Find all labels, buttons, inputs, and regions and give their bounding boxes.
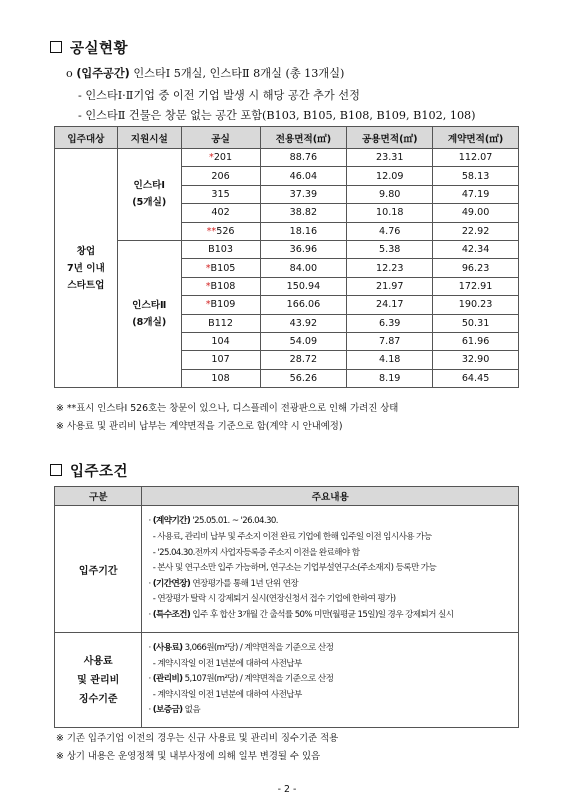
section-title-vacancy: 공실현황 bbox=[50, 37, 128, 58]
exclusive-area-cell: 38.82 bbox=[260, 204, 347, 222]
conditions-note-1: ※ 기존 입주기업 이전의 경우는 신규 사용료 및 관리비 징수기준 적용 bbox=[56, 733, 339, 744]
facility-cell-group2 bbox=[117, 240, 181, 387]
facility-cell-group1 bbox=[117, 149, 181, 241]
room-cell bbox=[181, 369, 260, 387]
common-area-cell: 8.19 bbox=[347, 369, 433, 387]
label-period: 입주기간 bbox=[55, 506, 142, 633]
exclusive-area-cell: 150.94 bbox=[260, 277, 347, 295]
common-area-cell: 4.18 bbox=[347, 351, 433, 369]
line-marker: - bbox=[148, 689, 158, 700]
fee-content bbox=[142, 633, 519, 728]
line-marker: · bbox=[148, 674, 153, 685]
line-marker: · bbox=[148, 643, 153, 654]
content-line bbox=[148, 592, 518, 608]
content-line bbox=[148, 561, 518, 577]
header-contract-area: 계약면적(㎡) bbox=[433, 127, 519, 149]
line-heading: (사용료) bbox=[152, 643, 183, 654]
target-line: 창업 bbox=[76, 245, 96, 257]
exclusive-area-cell: 43.92 bbox=[260, 314, 347, 332]
room-mark: * bbox=[205, 262, 211, 274]
room-number: 206 bbox=[211, 170, 230, 182]
line-heading: (관리비) bbox=[152, 674, 183, 685]
contract-area-cell: 32.90 bbox=[433, 351, 519, 369]
room-cell bbox=[181, 204, 260, 222]
exclusive-area-cell: 166.06 bbox=[260, 296, 347, 314]
line-text: 본사 및 연구소만 입주 가능하며, 연구소는 기업부설연구소(주소재지) 등록만 가능 bbox=[157, 563, 437, 574]
exclusive-area-cell: 28.72 bbox=[260, 351, 347, 369]
common-area-cell: 4.76 bbox=[347, 222, 433, 240]
content-line bbox=[148, 657, 518, 673]
room-number: B112 bbox=[208, 317, 234, 329]
common-area-cell: 9.80 bbox=[347, 185, 433, 203]
content-line bbox=[148, 608, 518, 624]
label-fee-line-3: 징수기준 bbox=[78, 693, 118, 705]
room-number: 107 bbox=[211, 354, 230, 366]
line-text: 사용료, 관리비 납부 및 주소지 이전 완료 기업에 한해 입주일 이전 임시사용 가능 bbox=[157, 532, 432, 543]
line-marker: · bbox=[148, 705, 153, 716]
line-heading: (보증금) bbox=[152, 705, 183, 716]
contract-area-cell: 50.31 bbox=[433, 314, 519, 332]
table-row bbox=[55, 240, 519, 258]
target-cell bbox=[55, 149, 118, 388]
row-period bbox=[55, 506, 519, 633]
exclusive-area-cell: 46.04 bbox=[260, 167, 347, 185]
common-area-cell: 5.38 bbox=[347, 240, 433, 258]
vacancy-table bbox=[54, 126, 519, 388]
header-room: 공실 bbox=[181, 127, 260, 149]
facility-name: 인스타Ⅱ bbox=[132, 300, 167, 312]
room-cell bbox=[181, 351, 260, 369]
room-number: B109 bbox=[210, 299, 236, 311]
line-text: 없음 bbox=[182, 705, 201, 716]
line-marker: - bbox=[148, 532, 158, 543]
section-title-conditions: 입주조건 bbox=[50, 460, 128, 481]
contract-area-cell: 42.34 bbox=[433, 240, 519, 258]
header-facility: 지원시설 bbox=[117, 127, 181, 149]
room-mark: * bbox=[209, 152, 214, 164]
room-number: B105 bbox=[210, 262, 236, 274]
period-content bbox=[142, 506, 519, 633]
line-text: 계약시작일 이전 1년분에 대하여 사전납부 bbox=[157, 658, 302, 669]
exclusive-area-cell: 56.26 bbox=[260, 369, 347, 387]
room-cell bbox=[181, 149, 260, 167]
header-category: 구분 bbox=[55, 487, 142, 506]
common-area-cell: 24.17 bbox=[347, 296, 433, 314]
content-line bbox=[148, 688, 518, 704]
contract-area-cell: 61.96 bbox=[433, 332, 519, 350]
vacancy-table-header bbox=[55, 127, 519, 149]
room-cell bbox=[181, 167, 260, 185]
vacancy-note-1: ※ **표시 인스타Ⅰ 526호는 창문이 있으나, 디스플레이 전광판으로 인해 가려진 상태 bbox=[56, 403, 399, 414]
contract-area-cell: 190.23 bbox=[433, 296, 519, 314]
checkbox-square-icon bbox=[50, 464, 62, 476]
room-number: 402 bbox=[211, 207, 230, 219]
line-text: 3,066원(m²당) / 계약면적을 기준으로 산정 bbox=[182, 643, 334, 654]
line-marker: · bbox=[148, 609, 153, 620]
line-text: 연장평가를 통해 1년 단위 연장 bbox=[190, 578, 299, 589]
room-cell bbox=[181, 240, 260, 258]
contract-area-cell: 58.13 bbox=[433, 167, 519, 185]
line-marker: - bbox=[148, 547, 158, 558]
common-area-cell: 10.18 bbox=[347, 204, 433, 222]
line-text: 입주 후 합산 3개월 간 출석률 50% 미만(월평균 15일)일 경우 강제퇴거 실시 bbox=[190, 609, 454, 620]
contract-area-cell: 64.45 bbox=[433, 369, 519, 387]
line-marker: - bbox=[148, 594, 158, 605]
contract-area-cell: 49.00 bbox=[433, 204, 519, 222]
common-area-cell: 21.97 bbox=[347, 277, 433, 295]
room-number: 526 bbox=[216, 225, 235, 237]
contract-area-cell: 112.07 bbox=[433, 149, 519, 167]
line-heading: (특수조건) bbox=[152, 609, 191, 620]
line-marker: · bbox=[148, 516, 153, 527]
exclusive-area-cell: 54.09 bbox=[260, 332, 347, 350]
header-exclusive-area: 전용면적(㎡) bbox=[260, 127, 347, 149]
common-area-cell: 6.39 bbox=[347, 314, 433, 332]
exclusive-area-cell: 37.39 bbox=[260, 185, 347, 203]
target-line: 스타트업 bbox=[67, 279, 105, 291]
line-text: 연장평가 탈락 시 강제퇴거 실시(연장신청서 접수 기업에 한하여 평가) bbox=[157, 594, 396, 605]
common-area-cell: 12.09 bbox=[347, 167, 433, 185]
line-heading: (계약기간) bbox=[152, 516, 191, 527]
content-line bbox=[148, 530, 518, 546]
vacancy-summary: o (입주공간) 인스타Ⅰ 5개실, 인스타Ⅱ 8개실 (총 13개실) bbox=[66, 67, 345, 80]
facility-name: 인스타Ⅰ bbox=[133, 180, 165, 192]
vacancy-sub-note-2: - 인스타Ⅱ 건물은 창문 없는 공간 포함(B103, B105, B108, B109, B102, 108) bbox=[78, 109, 476, 122]
exclusive-area-cell: 88.76 bbox=[260, 149, 347, 167]
room-number: 201 bbox=[213, 152, 233, 164]
room-number: B108 bbox=[210, 280, 236, 292]
content-line bbox=[148, 577, 518, 593]
line-marker: - bbox=[148, 658, 158, 669]
room-cell bbox=[181, 296, 260, 314]
common-area-cell: 23.31 bbox=[347, 149, 433, 167]
page-number: - 2 - bbox=[277, 784, 297, 795]
common-area-cell: 12.23 bbox=[347, 259, 433, 277]
line-text: '25.05.01. ~ '26.04.30. bbox=[190, 516, 278, 527]
header-content: 주요내용 bbox=[142, 487, 519, 506]
content-line bbox=[148, 641, 518, 657]
header-target: 입주대상 bbox=[55, 127, 118, 149]
room-number: B103 bbox=[208, 244, 234, 256]
line-text: 계약시작일 이전 1년분에 대하여 사전납부 bbox=[157, 689, 302, 700]
content-line bbox=[148, 514, 518, 530]
room-cell bbox=[181, 277, 260, 295]
conditions-table bbox=[54, 486, 519, 728]
content-line bbox=[148, 546, 518, 562]
label-fee-line-1: 사용료 bbox=[83, 655, 113, 667]
contract-area-cell: 96.23 bbox=[433, 259, 519, 277]
line-text: 5,107원(m²당) / 계약면적을 기준으로 산정 bbox=[182, 674, 334, 685]
content-line bbox=[148, 703, 518, 719]
checkbox-square-icon bbox=[50, 41, 62, 53]
room-cell bbox=[181, 185, 260, 203]
contract-area-cell: 172.91 bbox=[433, 277, 519, 295]
room-number: 108 bbox=[211, 372, 230, 384]
row-fee bbox=[55, 633, 519, 728]
room-mark: * bbox=[205, 280, 211, 292]
room-mark: * bbox=[205, 299, 211, 311]
line-marker: · bbox=[148, 578, 153, 589]
room-cell bbox=[181, 332, 260, 350]
conditions-note-2: ※ 상기 내용은 운영정책 및 내부사정에 의해 일부 변경될 수 있음 bbox=[56, 751, 321, 762]
label-fee-line-2: 및 관리비 bbox=[77, 674, 120, 686]
vacancy-sub-note-1: - 인스타Ⅰ·Ⅱ기업 중 이전 기업 발생 시 해당 공간 추가 선정 bbox=[78, 89, 360, 102]
contract-area-cell: 47.19 bbox=[433, 185, 519, 203]
room-cell bbox=[181, 314, 260, 332]
facility-count: (8개실) bbox=[132, 317, 167, 329]
exclusive-area-cell: 18.16 bbox=[260, 222, 347, 240]
line-heading: (기간연장) bbox=[152, 578, 191, 589]
header-common-area: 공용면적(㎡) bbox=[347, 127, 433, 149]
line-text: '25.04.30.전까지 사업자등록증 주소지 이전을 완료해야 함 bbox=[157, 547, 360, 558]
room-number: 104 bbox=[211, 336, 230, 348]
contract-area-cell: 22.92 bbox=[433, 222, 519, 240]
vacancy-note-2: ※ 사용료 및 관리비 납부는 계약면적을 기준으로 함(계약 시 안내예정) bbox=[56, 421, 343, 432]
exclusive-area-cell: 84.00 bbox=[260, 259, 347, 277]
room-cell bbox=[181, 259, 260, 277]
line-marker: - bbox=[148, 563, 158, 574]
room-number: 315 bbox=[211, 188, 230, 200]
room-mark: ** bbox=[206, 225, 217, 237]
common-area-cell: 7.87 bbox=[347, 332, 433, 350]
label-fee bbox=[55, 633, 142, 728]
table-row bbox=[55, 149, 519, 167]
content-line bbox=[148, 672, 518, 688]
room-cell bbox=[181, 222, 260, 240]
facility-count: (5개실) bbox=[132, 197, 167, 209]
exclusive-area-cell: 36.96 bbox=[260, 240, 347, 258]
target-line: 7년 이내 bbox=[67, 262, 105, 274]
